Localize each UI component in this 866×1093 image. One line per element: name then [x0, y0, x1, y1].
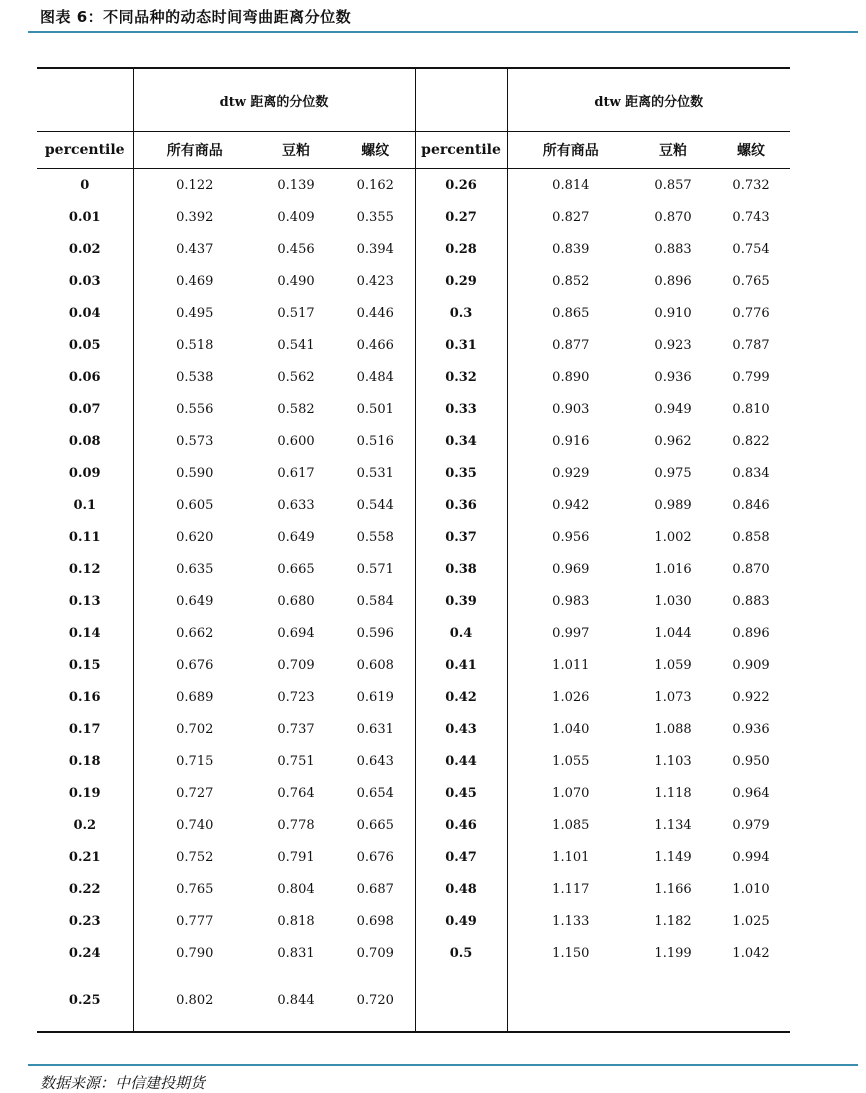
cell-soybean-meal: 1.044	[654, 625, 692, 641]
cell-rebar: 0.516	[336, 425, 415, 457]
cell-rebar: 0.846	[732, 497, 770, 513]
cell-soybean-meal: 0.541	[277, 337, 315, 353]
table-row	[37, 553, 790, 585]
cell-rebar: 0.765	[732, 273, 770, 289]
cell-soybean-meal: 0.870	[654, 209, 692, 225]
cell-soybean-meal: 0.665	[277, 561, 315, 577]
cell-all-commodities: 0.777	[176, 913, 214, 929]
cell-percentile: 0.35	[415, 457, 507, 489]
cell-rebar: 0.654	[336, 777, 415, 809]
cell-soybean-meal: 0.923	[654, 337, 692, 353]
table-row	[37, 393, 790, 425]
group-header-right: dtw 距离的分位数	[507, 68, 790, 132]
cell-rebar: 1.010	[732, 881, 770, 897]
column-header-row	[37, 132, 790, 169]
cell-rebar: 0.687	[336, 873, 415, 905]
col-header-all-commodities: 所有商品	[507, 132, 634, 169]
cell-all-commodities: 0.942	[552, 497, 590, 513]
cell-rebar: 0.558	[336, 521, 415, 553]
cell-rebar: 0.501	[336, 393, 415, 425]
cell-percentile: 0.5	[415, 937, 507, 969]
empty-cell	[634, 969, 712, 1032]
cell-percentile: 0.11	[37, 521, 133, 553]
cell-all-commodities: 0.903	[552, 401, 590, 417]
cell-soybean-meal: 0.709	[277, 657, 315, 673]
cell-all-commodities: 0.790	[176, 945, 214, 961]
table-row	[37, 361, 790, 393]
table-row	[37, 169, 790, 202]
cell-all-commodities: 1.085	[552, 817, 590, 833]
cell-all-commodities: 0.518	[176, 337, 214, 353]
cell-all-commodities: 1.101	[552, 849, 590, 865]
cell-percentile: 0.05	[37, 329, 133, 361]
cell-rebar: 0.544	[336, 489, 415, 521]
cell-percentile: 0.47	[415, 841, 507, 873]
dtw-quantile-table	[37, 67, 790, 1033]
cell-all-commodities: 0.676	[176, 657, 214, 673]
table-row	[37, 329, 790, 361]
cell-percentile: 0.25	[37, 969, 133, 1032]
cell-all-commodities: 0.689	[176, 689, 214, 705]
cell-soybean-meal: 1.088	[654, 721, 692, 737]
cell-percentile: 0.13	[37, 585, 133, 617]
col-header-all-commodities: 所有商品	[133, 132, 256, 169]
cell-all-commodities: 1.070	[552, 785, 590, 801]
cell-percentile: 0.14	[37, 617, 133, 649]
cell-soybean-meal: 1.073	[654, 689, 692, 705]
cell-percentile: 0.19	[37, 777, 133, 809]
cell-soybean-meal: 0.936	[654, 369, 692, 385]
cell-percentile: 0.48	[415, 873, 507, 905]
cell-rebar: 1.042	[732, 945, 770, 961]
cell-rebar: 0.698	[336, 905, 415, 937]
cell-percentile: 0.06	[37, 361, 133, 393]
table-row	[37, 681, 790, 713]
cell-all-commodities: 0.997	[552, 625, 590, 641]
cell-rebar: 0.870	[732, 561, 770, 577]
cell-percentile: 0.2	[37, 809, 133, 841]
cell-percentile: 0.4	[415, 617, 507, 649]
cell-percentile: 0.24	[37, 937, 133, 969]
table-row	[37, 233, 790, 265]
cell-soybean-meal: 0.694	[277, 625, 315, 641]
table-row	[37, 585, 790, 617]
cell-percentile: 0.42	[415, 681, 507, 713]
cell-percentile: 0.34	[415, 425, 507, 457]
cell-percentile: 0.18	[37, 745, 133, 777]
cell-soybean-meal: 0.517	[277, 305, 315, 321]
cell-soybean-meal: 0.764	[277, 785, 315, 801]
cell-percentile: 0.49	[415, 905, 507, 937]
source-note: 数据来源：中信建投期货	[40, 1074, 206, 1092]
cell-all-commodities: 0.983	[552, 593, 590, 609]
table-row	[37, 969, 790, 1032]
cell-rebar: 0.484	[336, 361, 415, 393]
cell-soybean-meal: 0.139	[277, 177, 315, 193]
cell-rebar: 0.776	[732, 305, 770, 321]
cell-percentile: 0.12	[37, 553, 133, 585]
cell-all-commodities: 0.877	[552, 337, 590, 353]
cell-rebar: 0.964	[732, 785, 770, 801]
cell-all-commodities: 0.556	[176, 401, 214, 417]
cell-percentile: 0.09	[37, 457, 133, 489]
cell-all-commodities: 1.040	[552, 721, 590, 737]
cell-percentile: 0.26	[415, 169, 507, 202]
cell-percentile: 0.32	[415, 361, 507, 393]
cell-rebar: 0.709	[336, 937, 415, 969]
cell-soybean-meal: 0.896	[654, 273, 692, 289]
cell-soybean-meal: 1.059	[654, 657, 692, 673]
cell-all-commodities: 0.865	[552, 305, 590, 321]
cell-all-commodities: 0.969	[552, 561, 590, 577]
cell-soybean-meal: 1.103	[654, 753, 692, 769]
cell-percentile: 0.08	[37, 425, 133, 457]
group-header-row	[37, 68, 790, 132]
cell-soybean-meal: 0.844	[256, 969, 336, 1032]
cell-all-commodities: 0.437	[176, 241, 214, 257]
cell-percentile: 0.3	[415, 297, 507, 329]
cell-rebar: 0.355	[336, 201, 415, 233]
footer-divider	[28, 1064, 858, 1066]
cell-rebar: 0.608	[336, 649, 415, 681]
cell-all-commodities: 0.814	[552, 177, 590, 193]
cell-soybean-meal: 0.723	[277, 689, 315, 705]
table-row	[37, 937, 790, 969]
cell-percentile: 0.45	[415, 777, 507, 809]
cell-soybean-meal: 1.134	[654, 817, 692, 833]
cell-soybean-meal: 0.818	[277, 913, 315, 929]
cell-all-commodities: 1.133	[552, 913, 590, 929]
cell-all-commodities: 1.011	[552, 657, 590, 673]
cell-soybean-meal: 0.582	[277, 401, 315, 417]
cell-all-commodities: 0.727	[176, 785, 214, 801]
cell-rebar: 0.834	[732, 465, 770, 481]
cell-all-commodities: 1.117	[552, 881, 590, 897]
cell-percentile: 0.27	[415, 201, 507, 233]
table-row	[37, 713, 790, 745]
cell-percentile: 0.41	[415, 649, 507, 681]
cell-rebar: 0.858	[732, 529, 770, 545]
cell-rebar: 0.950	[732, 753, 770, 769]
cell-soybean-meal: 0.456	[277, 241, 315, 257]
cell-all-commodities: 0.620	[176, 529, 214, 545]
cell-percentile: 0.22	[37, 873, 133, 905]
cell-percentile: 0.43	[415, 713, 507, 745]
cell-soybean-meal: 0.617	[277, 465, 315, 481]
col-header-soybean-meal: 豆粕	[256, 132, 336, 169]
cell-all-commodities: 0.752	[176, 849, 214, 865]
cell-soybean-meal: 0.975	[654, 465, 692, 481]
cell-percentile: 0.39	[415, 585, 507, 617]
cell-soybean-meal: 0.949	[654, 401, 692, 417]
cell-rebar: 0.922	[732, 689, 770, 705]
cell-soybean-meal: 1.166	[654, 881, 692, 897]
cell-soybean-meal: 0.989	[654, 497, 692, 513]
cell-percentile: 0.37	[415, 521, 507, 553]
cell-rebar: 0.720	[336, 969, 415, 1032]
cell-percentile: 0.04	[37, 297, 133, 329]
cell-soybean-meal: 1.149	[654, 849, 692, 865]
cell-all-commodities: 0.573	[176, 433, 214, 449]
empty-cell	[507, 969, 634, 1032]
cell-rebar: 1.025	[732, 913, 770, 929]
cell-soybean-meal: 0.831	[277, 945, 315, 961]
cell-soybean-meal: 0.910	[654, 305, 692, 321]
cell-all-commodities: 0.929	[552, 465, 590, 481]
cell-soybean-meal: 1.199	[654, 945, 692, 961]
cell-soybean-meal: 0.490	[277, 273, 315, 289]
cell-all-commodities: 1.026	[552, 689, 590, 705]
cell-all-commodities: 0.469	[176, 273, 214, 289]
cell-all-commodities: 0.715	[176, 753, 214, 769]
cell-percentile: 0.21	[37, 841, 133, 873]
table-row	[37, 425, 790, 457]
cell-soybean-meal: 0.778	[277, 817, 315, 833]
cell-all-commodities: 0.635	[176, 561, 214, 577]
cell-percentile: 0.01	[37, 201, 133, 233]
cell-soybean-meal: 0.600	[277, 433, 315, 449]
cell-rebar: 0.531	[336, 457, 415, 489]
cell-soybean-meal: 0.633	[277, 497, 315, 513]
cell-percentile: 0.28	[415, 233, 507, 265]
cell-rebar: 0.619	[336, 681, 415, 713]
cell-soybean-meal: 0.791	[277, 849, 315, 865]
cell-rebar: 0.909	[732, 657, 770, 673]
table-row	[37, 745, 790, 777]
table-row	[37, 905, 790, 937]
cell-percentile: 0.36	[415, 489, 507, 521]
cell-all-commodities: 0.839	[552, 241, 590, 257]
cell-rebar: 0.743	[732, 209, 770, 225]
table-row	[37, 521, 790, 553]
cell-percentile: 0	[37, 169, 133, 202]
cell-rebar: 0.423	[336, 265, 415, 297]
cell-percentile: 0.1	[37, 489, 133, 521]
cell-percentile: 0.31	[415, 329, 507, 361]
cell-rebar: 0.394	[336, 233, 415, 265]
cell-soybean-meal: 0.680	[277, 593, 315, 609]
cell-all-commodities: 0.605	[176, 497, 214, 513]
cell-all-commodities: 0.802	[133, 969, 256, 1032]
cell-soybean-meal: 1.118	[654, 785, 692, 801]
cell-soybean-meal: 0.409	[277, 209, 315, 225]
cell-percentile: 0.03	[37, 265, 133, 297]
cell-soybean-meal: 0.649	[277, 529, 315, 545]
cell-all-commodities: 0.956	[552, 529, 590, 545]
table-row	[37, 809, 790, 841]
cell-all-commodities: 0.392	[176, 209, 214, 225]
title-divider	[28, 31, 858, 33]
cell-soybean-meal: 1.002	[654, 529, 692, 545]
cell-rebar: 0.994	[732, 849, 770, 865]
cell-all-commodities: 0.852	[552, 273, 590, 289]
cell-rebar: 0.643	[336, 745, 415, 777]
cell-percentile: 0.23	[37, 905, 133, 937]
cell-rebar: 0.883	[732, 593, 770, 609]
table-row	[37, 649, 790, 681]
cell-percentile: 0.16	[37, 681, 133, 713]
col-header-percentile: percentile	[415, 132, 507, 169]
cell-rebar: 0.754	[732, 241, 770, 257]
cell-percentile: 0.02	[37, 233, 133, 265]
cell-soybean-meal: 0.883	[654, 241, 692, 257]
cell-all-commodities: 0.827	[552, 209, 590, 225]
cell-rebar: 0.665	[336, 809, 415, 841]
table-row	[37, 617, 790, 649]
col-header-rebar: 螺纹	[336, 132, 415, 169]
table-row	[37, 265, 790, 297]
cell-soybean-meal: 0.737	[277, 721, 315, 737]
table-row	[37, 297, 790, 329]
cell-percentile: 0.33	[415, 393, 507, 425]
cell-rebar: 0.446	[336, 297, 415, 329]
cell-all-commodities: 0.662	[176, 625, 214, 641]
cell-soybean-meal: 0.962	[654, 433, 692, 449]
group-header-left: dtw 距离的分位数	[133, 68, 415, 132]
cell-soybean-meal: 0.751	[277, 753, 315, 769]
cell-rebar: 0.571	[336, 553, 415, 585]
cell-soybean-meal: 1.016	[654, 561, 692, 577]
cell-percentile: 0.44	[415, 745, 507, 777]
col-header-rebar: 螺纹	[712, 132, 790, 169]
cell-all-commodities: 0.916	[552, 433, 590, 449]
cell-rebar: 0.732	[732, 177, 770, 193]
cell-rebar: 0.676	[336, 841, 415, 873]
cell-soybean-meal: 0.562	[277, 369, 315, 385]
cell-rebar: 0.799	[732, 369, 770, 385]
cell-percentile: 0.29	[415, 265, 507, 297]
cell-all-commodities: 0.122	[176, 177, 214, 193]
cell-rebar: 0.822	[732, 433, 770, 449]
table-row	[37, 873, 790, 905]
cell-percentile: 0.15	[37, 649, 133, 681]
cell-all-commodities: 0.765	[176, 881, 214, 897]
cell-all-commodities: 0.538	[176, 369, 214, 385]
cell-soybean-meal: 0.857	[654, 177, 692, 193]
col-header-soybean-meal: 豆粕	[634, 132, 712, 169]
cell-soybean-meal: 0.804	[277, 881, 315, 897]
cell-percentile: 0.46	[415, 809, 507, 841]
empty-cell	[415, 969, 507, 1032]
cell-rebar: 0.631	[336, 713, 415, 745]
cell-rebar: 0.787	[732, 337, 770, 353]
cell-all-commodities: 0.890	[552, 369, 590, 385]
cell-all-commodities: 0.590	[176, 465, 214, 481]
empty-cell	[712, 969, 790, 1032]
table-row	[37, 201, 790, 233]
table-row	[37, 841, 790, 873]
cell-all-commodities: 0.740	[176, 817, 214, 833]
cell-rebar: 0.584	[336, 585, 415, 617]
table-row	[37, 457, 790, 489]
cell-all-commodities: 0.702	[176, 721, 214, 737]
figure-title: 图表 6：不同品种的动态时间弯曲距离分位数	[40, 8, 352, 26]
cell-rebar: 0.979	[732, 817, 770, 833]
cell-soybean-meal: 1.182	[654, 913, 692, 929]
cell-soybean-meal: 1.030	[654, 593, 692, 609]
cell-rebar: 0.466	[336, 329, 415, 361]
cell-all-commodities: 0.649	[176, 593, 214, 609]
cell-rebar: 0.596	[336, 617, 415, 649]
cell-all-commodities: 1.150	[552, 945, 590, 961]
col-header-percentile: percentile	[37, 132, 133, 169]
cell-all-commodities: 0.495	[176, 305, 214, 321]
table-row	[37, 777, 790, 809]
cell-percentile: 0.07	[37, 393, 133, 425]
cell-percentile: 0.17	[37, 713, 133, 745]
cell-rebar: 0.162	[336, 169, 415, 202]
cell-rebar: 0.936	[732, 721, 770, 737]
cell-all-commodities: 1.055	[552, 753, 590, 769]
cell-percentile: 0.38	[415, 553, 507, 585]
table-row	[37, 489, 790, 521]
cell-rebar: 0.810	[732, 401, 770, 417]
cell-rebar: 0.896	[732, 625, 770, 641]
